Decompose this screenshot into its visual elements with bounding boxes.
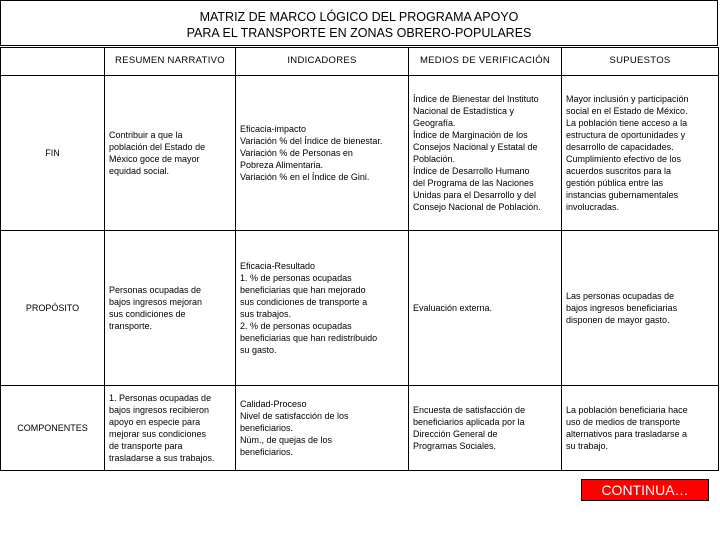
fin-indicadores-cell [236,76,409,231]
cell-line: Cumplimiento efectivo de los [566,154,682,164]
row-componentes [1,386,719,471]
cell-line: La población tiene acceso a la [566,117,688,128]
cell-line: acuerdos suscritos para la [566,166,672,177]
cell-line: involucradas. [566,202,620,213]
proposito-medios-cell [409,231,562,386]
row-proposito [1,231,719,386]
cell-line: Encuesta de satisfacción de [413,404,526,415]
cell-line: desarrollo de capacidades. [566,141,674,152]
title-line-2: PARA EL TRANSPORTE EN ZONAS OBRERO-POPULARES [186,26,532,40]
cell-line: Índice de Bienestar del Instituto [413,93,539,104]
cell-line: uso de medios de transporte [566,416,681,427]
cell-line: beneficiarias que han redistribuido [240,333,378,344]
fin-supuestos-cell [562,76,719,231]
cell-line: Población. [413,154,456,164]
fin-resumen-cell [105,76,236,231]
cell-line: Las personas ocupadas de [566,290,675,301]
cell-line: población del Estado de [109,141,206,152]
cell-line: Programas Sociales. [413,441,497,452]
cell-line: 2. % de personas ocupadas [240,321,352,332]
cell-line: instancias gubernamentales [566,190,679,201]
cell-line: su trabajo. [566,441,609,452]
cell-line: Geografía. [413,117,456,128]
cell-line: disponen de mayor gasto. [566,315,670,326]
cell-line: sus condiciones de [109,309,186,319]
fin-medios-cell [409,76,562,231]
proposito-resumen-cell [105,231,236,386]
cell-line: alternativos para trasladarse a [566,429,688,439]
cell-line: Mayor inclusión y participación [566,93,689,104]
cell-line: su gasto. [240,345,277,356]
cell-line: bajos ingresos recibieron [109,404,210,415]
matrix-title [0,0,718,46]
continue-button[interactable]: CONTINUA… [581,479,709,501]
cell-line: estructura de oportunidades y [566,129,686,140]
cell-line: trasladarse a sus trabajos. [109,453,215,464]
cell-line: Personas ocupadas de [109,284,202,295]
cell-line: beneficiarios. [240,447,294,458]
row-label-proposito: PROPÓSITO [1,231,105,386]
cell-line: bajos ingresos mejoran [109,296,203,307]
row-label-fin: FIN [1,76,105,231]
cell-line: social en el Estado de México. [566,105,688,116]
title-line-1: MATRIZ DE MARCO LÓGICO DEL PROGRAMA APOYO [199,10,519,24]
cell-line: del Programa de las Naciones [413,178,534,189]
header-resumen-narrativo: RESUMEN NARRATIVO [105,48,236,76]
proposito-supuestos-cell [562,231,719,386]
cell-line: de transporte para [109,441,183,452]
cell-line: La población beneficiaria hace [566,404,688,415]
cell-line: sus trabajos. [240,309,292,319]
header-row [1,48,719,76]
cell-line: 1. Personas ocupadas de [109,392,212,403]
cell-line: Variación % en el Índice de Gini. [240,172,370,183]
proposito-indicadores-cell [236,231,409,386]
cell-line: Eficacia-Resultado [240,260,316,271]
logical-framework-matrix [0,47,719,471]
componentes-medios-cell [409,386,562,471]
cell-line: 1. % de personas ocupadas [240,272,352,283]
cell-line: beneficiarias que han mejorado [240,284,366,295]
cell-line: Núm., de quejas de los [240,435,333,446]
cell-line: Variación % de Personas en [240,147,353,158]
header-supuestos: SUPUESTOS [562,48,719,76]
header-medios-verificacion: MEDIOS DE VERIFICACIÓN [409,48,562,76]
cell-line: Eficacia-impacto [240,123,307,134]
componentes-indicadores-cell [236,386,409,471]
header-blank-cell [1,48,105,76]
row-label-componentes: COMPONENTES [1,386,105,471]
cell-line: beneficiarios. [240,422,294,433]
cell-line: Calidad-Proceso [240,398,307,409]
cell-line: Unidas para el Desarrollo y del [413,190,537,201]
cell-line: beneficiarios aplicada por la [413,416,525,427]
cell-line: Variación % del Índice de bienestar. [240,135,383,146]
cell-line: Nivel de satisfacción de los [240,410,349,421]
componentes-resumen-cell [105,386,236,471]
cell-line: Pobreza Alimentaria. [240,160,324,171]
cell-line: mejorar sus condiciones [109,429,207,439]
cell-line: Nacional de Estadística y [413,105,515,116]
row-fin [1,76,719,231]
cell-line: gestión pública entre las [566,178,664,189]
cell-line: apoyo en especie para [109,416,201,427]
cell-line: equidad social. [109,166,170,177]
header-indicadores: INDICADORES [236,48,409,76]
cell-line: Contribuir a que la [109,129,183,140]
cell-line: Dirección General de [413,429,498,439]
cell-line: bajos ingresos beneficiarias [566,302,678,313]
cell-line: Evaluación externa. [413,302,493,313]
componentes-supuestos-cell [562,386,719,471]
cell-line: México goce de mayor [109,154,200,164]
cell-line: sus condiciones de transporte a [240,296,368,307]
cell-line: transporte. [109,321,153,332]
cell-line: Consejos Nacional y Estatal de [413,141,538,152]
cell-line: Índice de Desarrollo Humano [413,166,530,177]
cell-line: Índice de Marginación de los [413,129,528,140]
cell-line: Consejo Nacional de Población. [413,202,541,213]
